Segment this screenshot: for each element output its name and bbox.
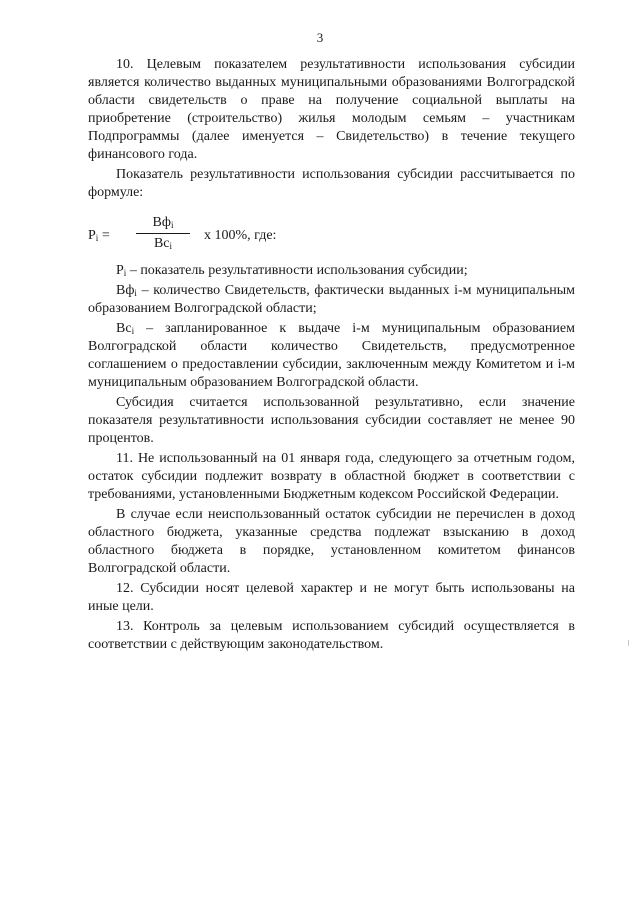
paragraph-12: 12. Субсидии носят целевой характер и не могут быть использованы на иные цели.: [88, 581, 575, 614]
def-vs-sub: i: [131, 326, 135, 336]
def-p-var: P: [116, 263, 124, 278]
def-p-text: – показатель результативности использования субсидии;: [126, 263, 468, 278]
formula-lhs-var: P: [88, 228, 96, 243]
definition-p: [88, 262, 575, 280]
formula-num-sub: i: [170, 220, 174, 230]
def-vf-sub: i: [134, 288, 137, 298]
formula-den-var: Вс: [153, 236, 170, 251]
page-number: 3: [316, 30, 324, 45]
formula-lhs-sub: i: [95, 233, 99, 243]
formula-fraction: [136, 214, 190, 253]
formula-rhs: x 100%, где:: [204, 228, 277, 243]
scan-mark: [628, 640, 629, 646]
formula-den-sub: i: [169, 241, 173, 251]
paragraph-10: 10. Целевым показателем результативности использования субсидии является количество выданных муниципальными образованиями Волгоградской области свидетельств о праве на получение социальной выплаты на приобретение (строительство) жилья молодым семьям – участникам Подпрограммы (далее именуется – Свидетельство) в течение текущего финансового года.: [88, 57, 575, 162]
formula-num-var: Вф: [152, 215, 171, 230]
def-vf-text: – количество Свидетельств, фактически выданных i-м муниципальным образованием Волгоградской области;: [88, 283, 575, 316]
definition-vs: [88, 320, 575, 392]
def-vs-text: – запланированное к выдаче i-м муниципальным образованием Волгоградской области количество Свидетельств, предусмотренное соглашением о предоставлении субсидии, заключенным между Комитетом и i-м муниципальным образованием Волгоградской области.: [88, 321, 575, 390]
paragraph-effective: Субсидия считается использованной результативно, если значение показателя результативности использования субсидии составляет не менее 90 процентов.: [88, 395, 575, 446]
paragraph-13: 13. Контроль за целевым использованием субсидий осуществляется в соответствии с действующим законодательством.: [88, 619, 575, 652]
def-vs-var: Вс: [116, 321, 132, 336]
definition-vf: [88, 282, 575, 318]
def-p-sub: i: [123, 268, 127, 278]
formula: [88, 214, 575, 256]
paragraph-11: 11. Не использованный на 01 января года, следующего за отчетным годом, остаток субсидии подлежит возврату в областной бюджет в соответствии с требованиями, установленными Бюджетным кодексом Российской Федерации.: [88, 451, 575, 502]
formula-intro: Показатель результативности использования субсидии рассчитывается по формуле:: [88, 167, 575, 200]
document-body: [88, 56, 575, 656]
formula-equals: =: [98, 228, 110, 243]
formula-numerator: [136, 214, 190, 234]
def-vf-var: Вф: [116, 283, 135, 298]
formula-lhs: [88, 227, 110, 245]
paragraph-unused: В случае если неиспользованный остаток субсидии не перечислен в доход областного бюджета, указанные средства подлежат взысканию в доход областного бюджета в порядке, установленном комитетом финансов Волгоградской области.: [88, 507, 575, 576]
formula-denominator: [136, 234, 190, 253]
